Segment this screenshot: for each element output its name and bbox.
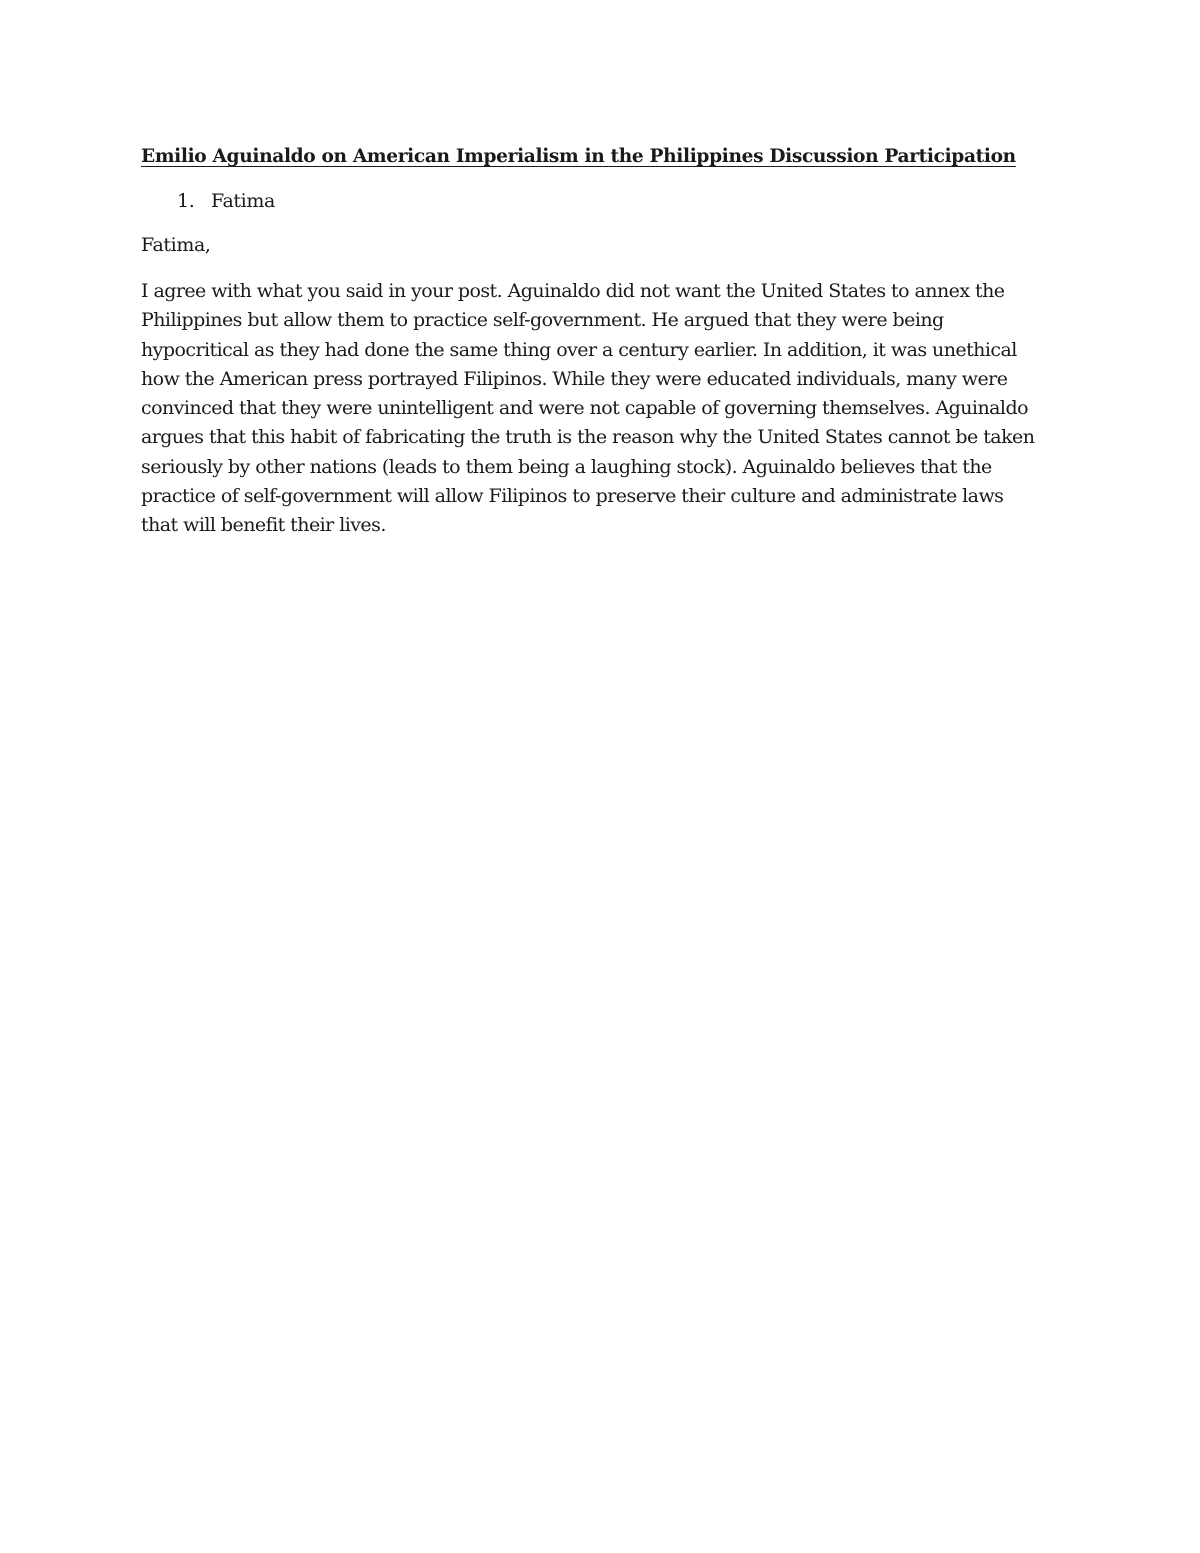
list-item-number: 1. xyxy=(177,190,195,212)
greeting: Fatima, xyxy=(141,234,211,256)
body-paragraph xyxy=(141,277,1034,541)
paragraph-line: seriously by other nations (leads to them being a laughing stock). Aguinaldo believes that the xyxy=(141,455,992,478)
paragraph-line: I agree with what you said in your post. Aguinaldo did not want the United States to annex the xyxy=(141,280,1005,302)
paragraph-line: convinced that they were unintelligent and were not capable of governing themselves. Aguinaldo xyxy=(141,397,1028,420)
paragraph-line: that will benefit their lives. xyxy=(141,514,386,537)
list-item-text: Fatima xyxy=(211,190,275,212)
numbered-list xyxy=(177,187,275,215)
paragraph-line: hypocritical as they had done the same thing over a century earlier. In addition, it was unethical xyxy=(141,338,1017,361)
paragraph-line: argues that this habit of fabricating the truth is the reason why the United States cannot be taken xyxy=(141,426,1035,449)
list-item xyxy=(177,187,275,215)
document-title: Emilio Aguinaldo on American Imperialism in the Philippines Discussion Participation xyxy=(141,146,1016,167)
paragraph-line: how the American press portrayed Filipinos. While they were educated individuals, many were xyxy=(141,367,1008,390)
paragraph-line: practice of self-government will allow Filipinos to preserve their culture and administrate laws xyxy=(141,485,1004,508)
paragraph-line: Philippines but allow them to practice self-government. He argued that they were being xyxy=(141,309,944,332)
